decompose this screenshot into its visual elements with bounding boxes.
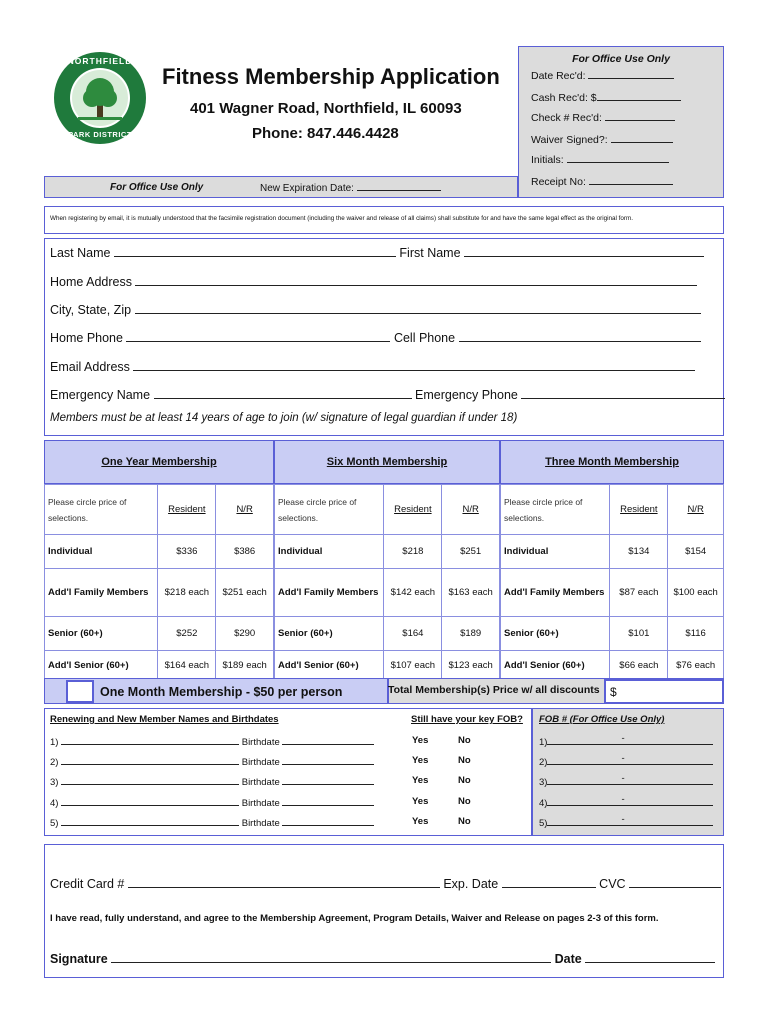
member-row-number: 3)	[50, 777, 59, 788]
member-row-number: 1)	[50, 737, 59, 748]
emergency-phone-label: Emergency Phone	[415, 388, 518, 402]
circle-note: Please circle price of selections.	[501, 485, 610, 535]
fob-dash: -	[621, 814, 625, 825]
receipt-no-label: Receipt No:	[531, 176, 586, 188]
email-address-field[interactable]	[133, 359, 695, 371]
cell-phone-label: Cell Phone	[393, 331, 456, 345]
price-cell[interactable]: $76 each	[668, 651, 724, 681]
signature-field[interactable]	[111, 951, 551, 963]
member-row-number: 4)	[50, 798, 59, 809]
email-notice: When registering by email, it is mutually understood that the facsimile registration document (including the waiver and release of all claims) shall substitute for and have the same legal effect as the original form.	[50, 215, 633, 222]
fob-row	[539, 796, 713, 809]
row-label: Senior (60+)	[275, 617, 384, 651]
price-cell[interactable]: $336	[158, 535, 216, 569]
fob-no-option[interactable]: No	[458, 775, 471, 786]
fob-row-number: 3)	[539, 777, 548, 788]
one-month-checkbox[interactable]	[66, 680, 94, 703]
fob-yes-option[interactable]: Yes	[412, 735, 429, 746]
office-bar-title: For Office Use Only	[110, 182, 204, 193]
price-cell[interactable]: $66 each	[610, 651, 668, 681]
exp-date-label: Exp. Date	[443, 877, 499, 891]
price-cell[interactable]: $154	[668, 535, 724, 569]
logo-bottom-text: PARK DISTRICT	[68, 130, 132, 139]
one-year-table	[44, 484, 274, 681]
member-name-field[interactable]	[61, 796, 239, 806]
member-row	[50, 816, 374, 829]
price-cell[interactable]: $290	[216, 617, 274, 651]
price-cell[interactable]: $142 each	[384, 569, 442, 617]
fob-dash: -	[621, 733, 625, 744]
member-name-field[interactable]	[61, 816, 239, 826]
initials-label: Initials:	[531, 154, 564, 166]
row-label: Add'l Senior (60+)	[501, 651, 610, 681]
price-cell[interactable]: $189	[442, 617, 500, 651]
col-nr: N/R	[442, 485, 500, 535]
fob-dash: -	[621, 773, 625, 784]
last-name-label: Last Name	[50, 246, 111, 260]
last-name-field[interactable]	[114, 245, 396, 257]
home-address-field[interactable]	[135, 274, 697, 286]
member-name-field[interactable]	[61, 755, 239, 765]
price-cell[interactable]: $164	[384, 617, 442, 651]
three-month-title: Three Month Membership	[545, 456, 679, 468]
fob-dash: -	[621, 753, 625, 764]
price-cell[interactable]: $163 each	[442, 569, 500, 617]
check-recd-label: Check # Rec'd:	[531, 112, 602, 124]
row-label: Individual	[501, 535, 610, 569]
check-recd-field[interactable]	[605, 111, 675, 121]
agreement-text: I have read, fully understand, and agree to the Membership Agreement, Program Details, Waiver and Release on pages 2-3 of this form.	[50, 913, 659, 924]
header-phone: Phone: 847.446.4428	[252, 125, 399, 142]
emergency-name-label: Emergency Name	[50, 388, 151, 402]
member-names-header: Renewing and New Member Names and Birthdates	[50, 714, 279, 725]
exp-date-field[interactable]	[502, 876, 596, 888]
fob-number-field[interactable]	[547, 775, 713, 785]
member-row-number: 5)	[50, 818, 59, 829]
cvc-label: CVC	[599, 877, 626, 891]
member-row-number: 2)	[50, 757, 59, 768]
fob-yes-option[interactable]: Yes	[412, 796, 429, 807]
row-label: Senior (60+)	[45, 617, 158, 651]
fob-row-number: 2)	[539, 757, 548, 768]
cell-phone-field[interactable]	[459, 330, 701, 342]
park-district-logo	[52, 50, 148, 146]
emergency-phone-field[interactable]	[521, 387, 725, 399]
price-cell[interactable]: $87 each	[610, 569, 668, 617]
row-label: Add'l Family Members	[501, 569, 610, 617]
page-title: Fitness Membership Application	[162, 64, 500, 89]
fob-yes-option[interactable]: Yes	[412, 755, 429, 766]
office-box-title: For Office Use Only	[572, 53, 670, 65]
fob-number-field[interactable]	[547, 755, 713, 765]
price-cell[interactable]: $107 each	[384, 651, 442, 681]
first-name-field[interactable]	[464, 245, 704, 257]
cvc-field[interactable]	[629, 876, 721, 888]
initials-field[interactable]	[567, 153, 669, 163]
birthdate-label: Birthdate	[241, 777, 280, 788]
row-label: Add'l Family Members	[275, 569, 384, 617]
six-month-title: Six Month Membership	[326, 456, 448, 468]
city-state-zip-field[interactable]	[135, 302, 701, 314]
birthdate-field[interactable]	[282, 735, 374, 745]
six-month-table	[274, 484, 500, 681]
price-cell[interactable]: $252	[158, 617, 216, 651]
birthdate-field[interactable]	[282, 796, 374, 806]
fob-row	[539, 755, 713, 768]
fob-no-option[interactable]: No	[458, 816, 471, 827]
sign-date-field[interactable]	[585, 951, 715, 963]
price-cell[interactable]: $218 each	[158, 569, 216, 617]
member-row	[50, 796, 374, 809]
total-price-field[interactable]	[604, 679, 724, 704]
fob-row-number: 1)	[539, 737, 548, 748]
col-resident: Resident	[610, 485, 668, 535]
total-price-label: Total Membership(s) Price w/ all discounts	[388, 684, 600, 696]
fob-number-header: FOB # (For Office Use Only)	[539, 714, 665, 725]
credit-card-field[interactable]	[128, 876, 440, 888]
one-year-title: One Year Membership	[101, 456, 217, 468]
waiver-signed-label: Waiver Signed?:	[531, 134, 608, 146]
col-resident: Resident	[158, 485, 216, 535]
price-cell[interactable]: $251 each	[216, 569, 274, 617]
price-cell[interactable]: $134	[610, 535, 668, 569]
fob-question-header: Still have your key FOB?	[411, 714, 523, 725]
fob-no-option[interactable]: No	[458, 796, 471, 807]
fob-row	[539, 775, 713, 788]
birthdate-label: Birthdate	[241, 818, 280, 829]
receipt-no-field[interactable]	[589, 175, 673, 185]
home-address-label: Home Address	[50, 275, 132, 289]
age-note: Members must be at least 14 years of age to join (w/ signature of legal guardian if under 18)	[50, 412, 518, 424]
fob-yes-option[interactable]: Yes	[412, 816, 429, 827]
birthdate-label: Birthdate	[241, 757, 280, 768]
emergency-name-field[interactable]	[154, 387, 412, 399]
cash-recd-field[interactable]	[597, 91, 681, 101]
row-label: Add'l Family Members	[45, 569, 158, 617]
member-row	[50, 735, 374, 748]
price-cell[interactable]: $164 each	[158, 651, 216, 681]
header-address: 401 Wagner Road, Northfield, IL 60093	[190, 100, 462, 117]
col-nr: N/R	[668, 485, 724, 535]
price-cell[interactable]: $100 each	[668, 569, 724, 617]
fob-row	[539, 735, 713, 748]
birthdate-field[interactable]	[282, 775, 374, 785]
row-label: Add'l Senior (60+)	[45, 651, 158, 681]
fob-number-field[interactable]	[547, 796, 713, 806]
member-row	[50, 755, 374, 768]
price-cell[interactable]: $218	[384, 535, 442, 569]
home-phone-label: Home Phone	[50, 331, 123, 345]
expiration-date-label: New Expiration Date:	[260, 183, 354, 194]
fob-number-field[interactable]	[547, 735, 713, 745]
price-cell[interactable]: $123 each	[442, 651, 500, 681]
signature-label: Signature	[50, 952, 108, 966]
col-resident: Resident	[384, 485, 442, 535]
birthdate-label: Birthdate	[241, 798, 280, 809]
birthdate-label: Birthdate	[241, 737, 280, 748]
waiver-signed-field[interactable]	[611, 133, 673, 143]
fob-number-field[interactable]	[547, 816, 713, 826]
email-address-label: Email Address	[50, 360, 130, 374]
circle-note: Please circle price of selections.	[275, 485, 384, 535]
expiration-date-field[interactable]	[357, 182, 441, 191]
total-price-dollar: $	[610, 685, 617, 699]
fob-row-number: 4)	[539, 798, 548, 809]
price-cell[interactable]: $386	[216, 535, 274, 569]
birthdate-field[interactable]	[282, 755, 374, 765]
birthdate-field[interactable]	[282, 816, 374, 826]
circle-note: Please circle price of selections.	[45, 485, 158, 535]
one-month-label: One Month Membership - $50 per person	[100, 685, 343, 699]
date-recd-label: Date Rec'd:	[531, 70, 586, 82]
logo-top-text: NORTHFIELD	[67, 56, 133, 66]
row-label: Add'l Senior (60+)	[275, 651, 384, 681]
date-recd-field[interactable]	[588, 69, 674, 79]
city-state-zip-label: City, State, Zip	[50, 303, 132, 317]
member-row	[50, 775, 374, 788]
price-cell[interactable]: $251	[442, 535, 500, 569]
home-phone-field[interactable]	[126, 330, 390, 342]
fob-no-option[interactable]: No	[458, 755, 471, 766]
first-name-label: First Name	[399, 246, 461, 260]
row-label: Senior (60+)	[501, 617, 610, 651]
fob-yes-option[interactable]: Yes	[412, 775, 429, 786]
price-cell[interactable]: $116	[668, 617, 724, 651]
row-label: Individual	[45, 535, 158, 569]
fob-row	[539, 816, 713, 829]
col-nr: N/R	[216, 485, 274, 535]
three-month-table	[500, 484, 724, 681]
fob-row-number: 5)	[539, 818, 548, 829]
price-cell[interactable]: $101	[610, 617, 668, 651]
credit-card-label: Credit Card #	[50, 877, 125, 891]
member-name-field[interactable]	[61, 735, 239, 745]
member-name-field[interactable]	[61, 775, 239, 785]
price-cell[interactable]: $189 each	[216, 651, 274, 681]
fob-no-option[interactable]: No	[458, 735, 471, 746]
row-label: Individual	[275, 535, 384, 569]
fob-dash: -	[621, 794, 625, 805]
cash-recd-label: Cash Rec'd: $	[531, 92, 597, 104]
sign-date-label: Date	[554, 952, 582, 966]
